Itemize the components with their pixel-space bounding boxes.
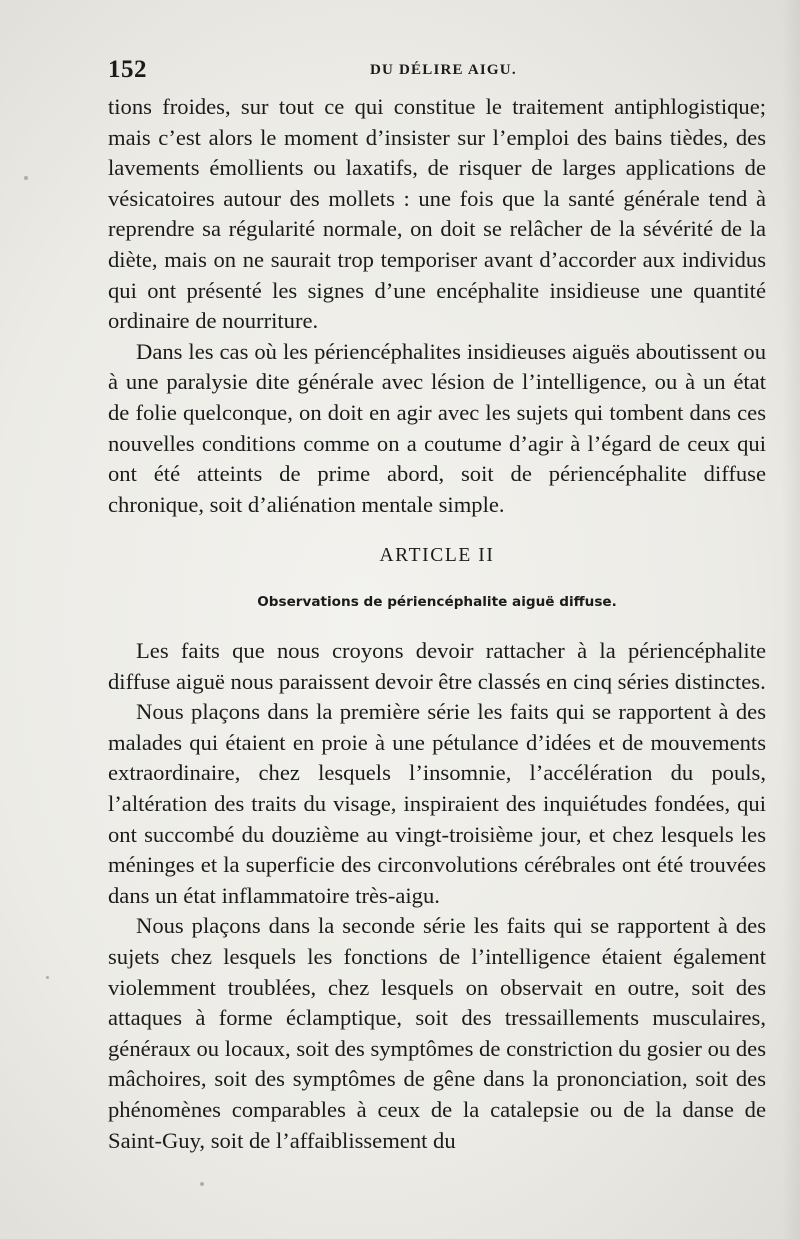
article-heading: ARTICLE II (379, 545, 495, 566)
paragraph: Dans les cas où les périencéphalites insidieuses aiguës aboutissent ou à une paralysie dite générale avec lésion de l’intelligence, ou à un état de folie quelconque, on doit en agir avec les sujets qui tombent dans ces nouvelles conditions comme on a coutume d’agir à l’égard de ceux qui ont été atteints de prime abord, soit de périencéphalite diffuse chronique, soit d’aliénation mentale simple. (108, 338, 766, 517)
body-text-bottom (108, 636, 766, 1156)
paragraph: Nous plaçons dans la première série les faits qui se rapportent à des malades qui étaient en proie à une pétulance d’idées et de mouvements extraordinaire, chez lesquels l’insomnie, l’accélération du pouls, l’altération des traits du visage, inspiraient des inquiétudes fondées, qui ont succombé du douzième au vingt-troisième jour, et chez lesquels les méninges et la superficie des circonvolutions cérébrales ont été trouvées dans un état inflammatoire très-aigu. (108, 699, 766, 908)
page-number: 152 (108, 56, 147, 83)
paragraph: Nous plaçons dans la seconde série les faits qui se rapportent à des sujets chez lesquels les fonctions de l’intelligence étaient également violemment troublées, chez lesquels on observait en outre, soit des attaques à forme éclamptique, soit des tressaillements musculaires, généraux ou locaux, soit des symptômes de constriction du gosier ou des mâchoires, soit des symptômes de gêne dans la prononciation, soit des phénomènes comparables à ceux de la catalepsie ou de la danse de Saint-Guy, soit de l’affaiblissement du (108, 913, 766, 1153)
paper-speck (24, 176, 28, 180)
paper-speck (46, 976, 49, 979)
running-head: DU DÉLIRE AIGU. (370, 62, 517, 78)
paper-speck (200, 1182, 204, 1186)
page-edge-shadow (782, 0, 800, 1239)
paragraph-continuation: tions froides, sur tout ce qui constitue le traitement antiphlogistique; mais c’est alors le moment d’insister sur l’emploi des bains tièdes, des lavements émollients ou laxatifs, de risquer de larges applications de vésicatoires autour des mollets : une fois que la santé générale tend à reprendre sa régularité normale, on doit se relâcher de la sévérité de la diète, mais on ne saurait trop temporiser avant d’accorder aux individus qui ont présenté les signes d’une encéphalite insidieuse une quantité ordinaire de nourriture. (108, 94, 766, 334)
paragraph: Les faits que nous croyons devoir rattacher à la périencéphalite diffuse aiguë nous paraissent devoir être classés en cinq séries distinctes. (108, 638, 766, 694)
body-text-top (108, 92, 766, 520)
page-header (108, 56, 768, 92)
article-subheading: Observations de périencéphalite aiguë diffuse. (257, 594, 617, 610)
